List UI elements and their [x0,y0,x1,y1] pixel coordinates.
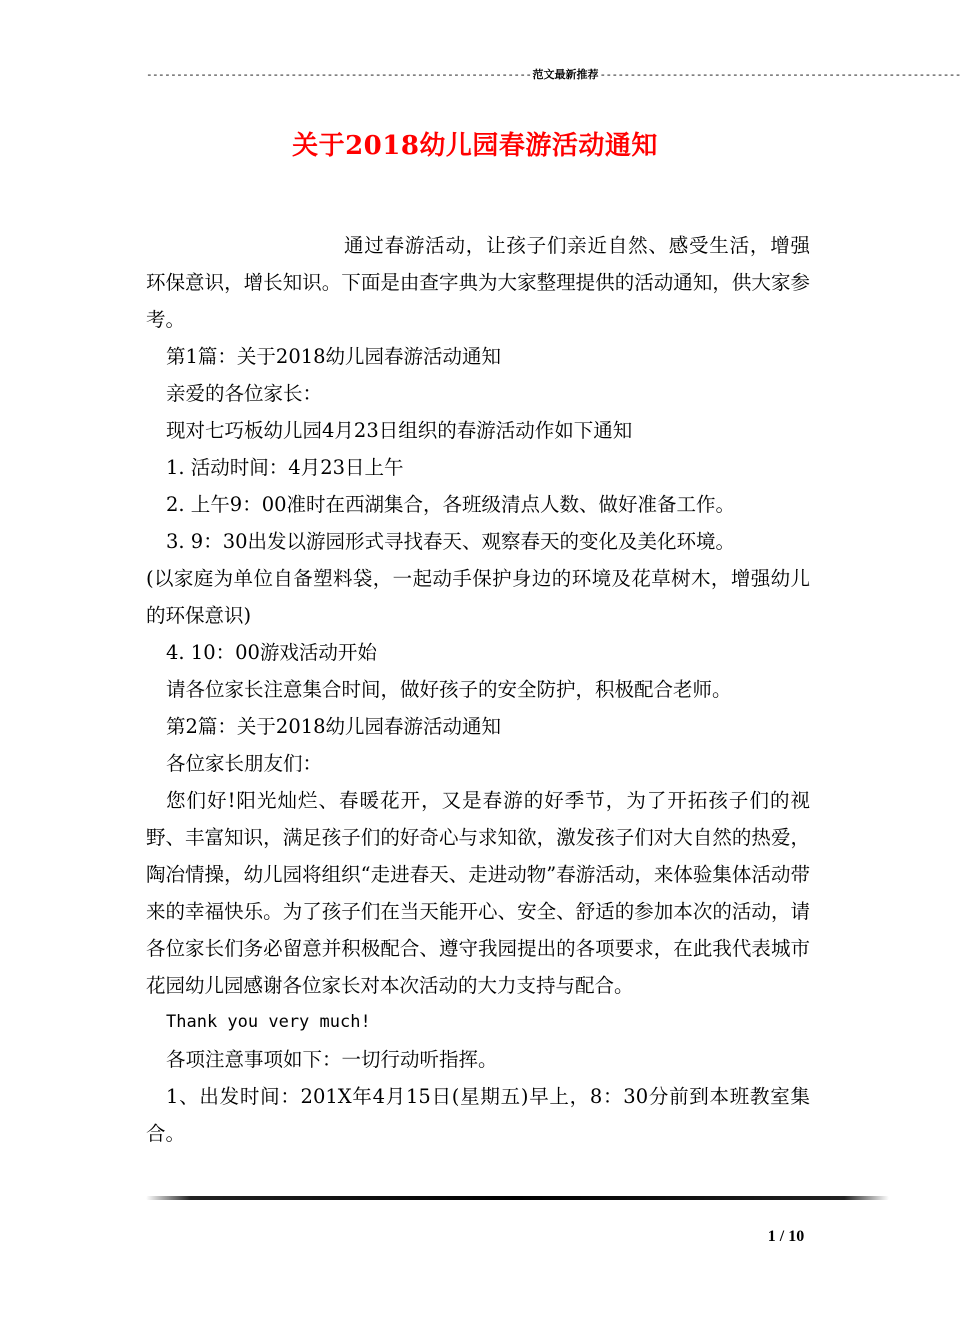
header-dashes-left: ---------------------------------------------------------------- [146,68,532,81]
document-body [146,227,810,1152]
list-item: 3. 9：30出发以游园形式寻找春天、观察春天的变化及美化环境。 [166,530,736,553]
body-paragraph: 各项注意事项如下：一切行动听指挥。 [166,1048,498,1071]
document-title: 关于2018幼儿园春游活动通知 [292,131,658,161]
body-paragraph: 现对七巧板幼儿园4月23日组织的春游活动作如下通知 [166,419,633,442]
intro-paragraph: 通过春游活动，让孩子们亲近自然、感受生活，增强环保意识，增长知识。下面是由查字典为大家整理提供的活动通知，供大家参考。 [146,234,810,331]
page-number: 1 / 10 [767,1228,805,1245]
body-paragraph: 请各位家长注意集合时间，做好孩子的安全防护，积极配合老师。 [166,678,732,701]
list-item: 4. 10：00游戏活动开始 [166,641,377,664]
salutation-2: 各位家长朋友们： [166,752,323,775]
section-heading-2: 第2篇：关于2018幼儿园春游活动通知 [166,715,502,738]
body-paragraph: 您们好!阳光灿烂、春暖花开，又是春游的好季节，为了开拓孩子们的视野、丰富知识，满足孩子们的好奇心与求知欲，激发孩子们对大自然的热爱，陶冶情操，幼儿园将组织“走进春天、走进动物”春游活动，来体验集体活动带来的幸福快乐。为了孩子们在当天能开心、安全、舒适的参加本次的活动，请各位家长们务必留意并积极配合、遵守我园提出的各项要求，在此我代表城市花园幼儿园感谢各位家长对本次活动的大力支持与配合。 [146,789,810,997]
salutation-1: 亲爱的各位家长： [166,382,323,405]
header-label: 范文最新推荐 [532,68,599,81]
section-heading-1: 第1篇：关于2018幼儿园春游活动通知 [166,345,502,368]
list-item: 2. 上午9：00准时在西湖集合，各班级清点人数、做好准备工作。 [166,493,736,516]
list-item: 1、出发时间：201X年4月15日(星期五)早上，8：30分前到本班教室集合。 [146,1085,810,1145]
list-item: 1. 活动时间：4月23日上午 [166,456,404,479]
footer-divider [146,1196,889,1200]
body-paragraph: (以家庭为单位自备塑料袋，一起动手保护身边的环境及花草树木，增强幼儿的环保意识) [146,567,810,627]
body-paragraph: Thank you very much! [166,1012,371,1032]
header-dashes-right: ------------------------------------------------------------ [599,68,961,81]
page-header [146,68,961,82]
